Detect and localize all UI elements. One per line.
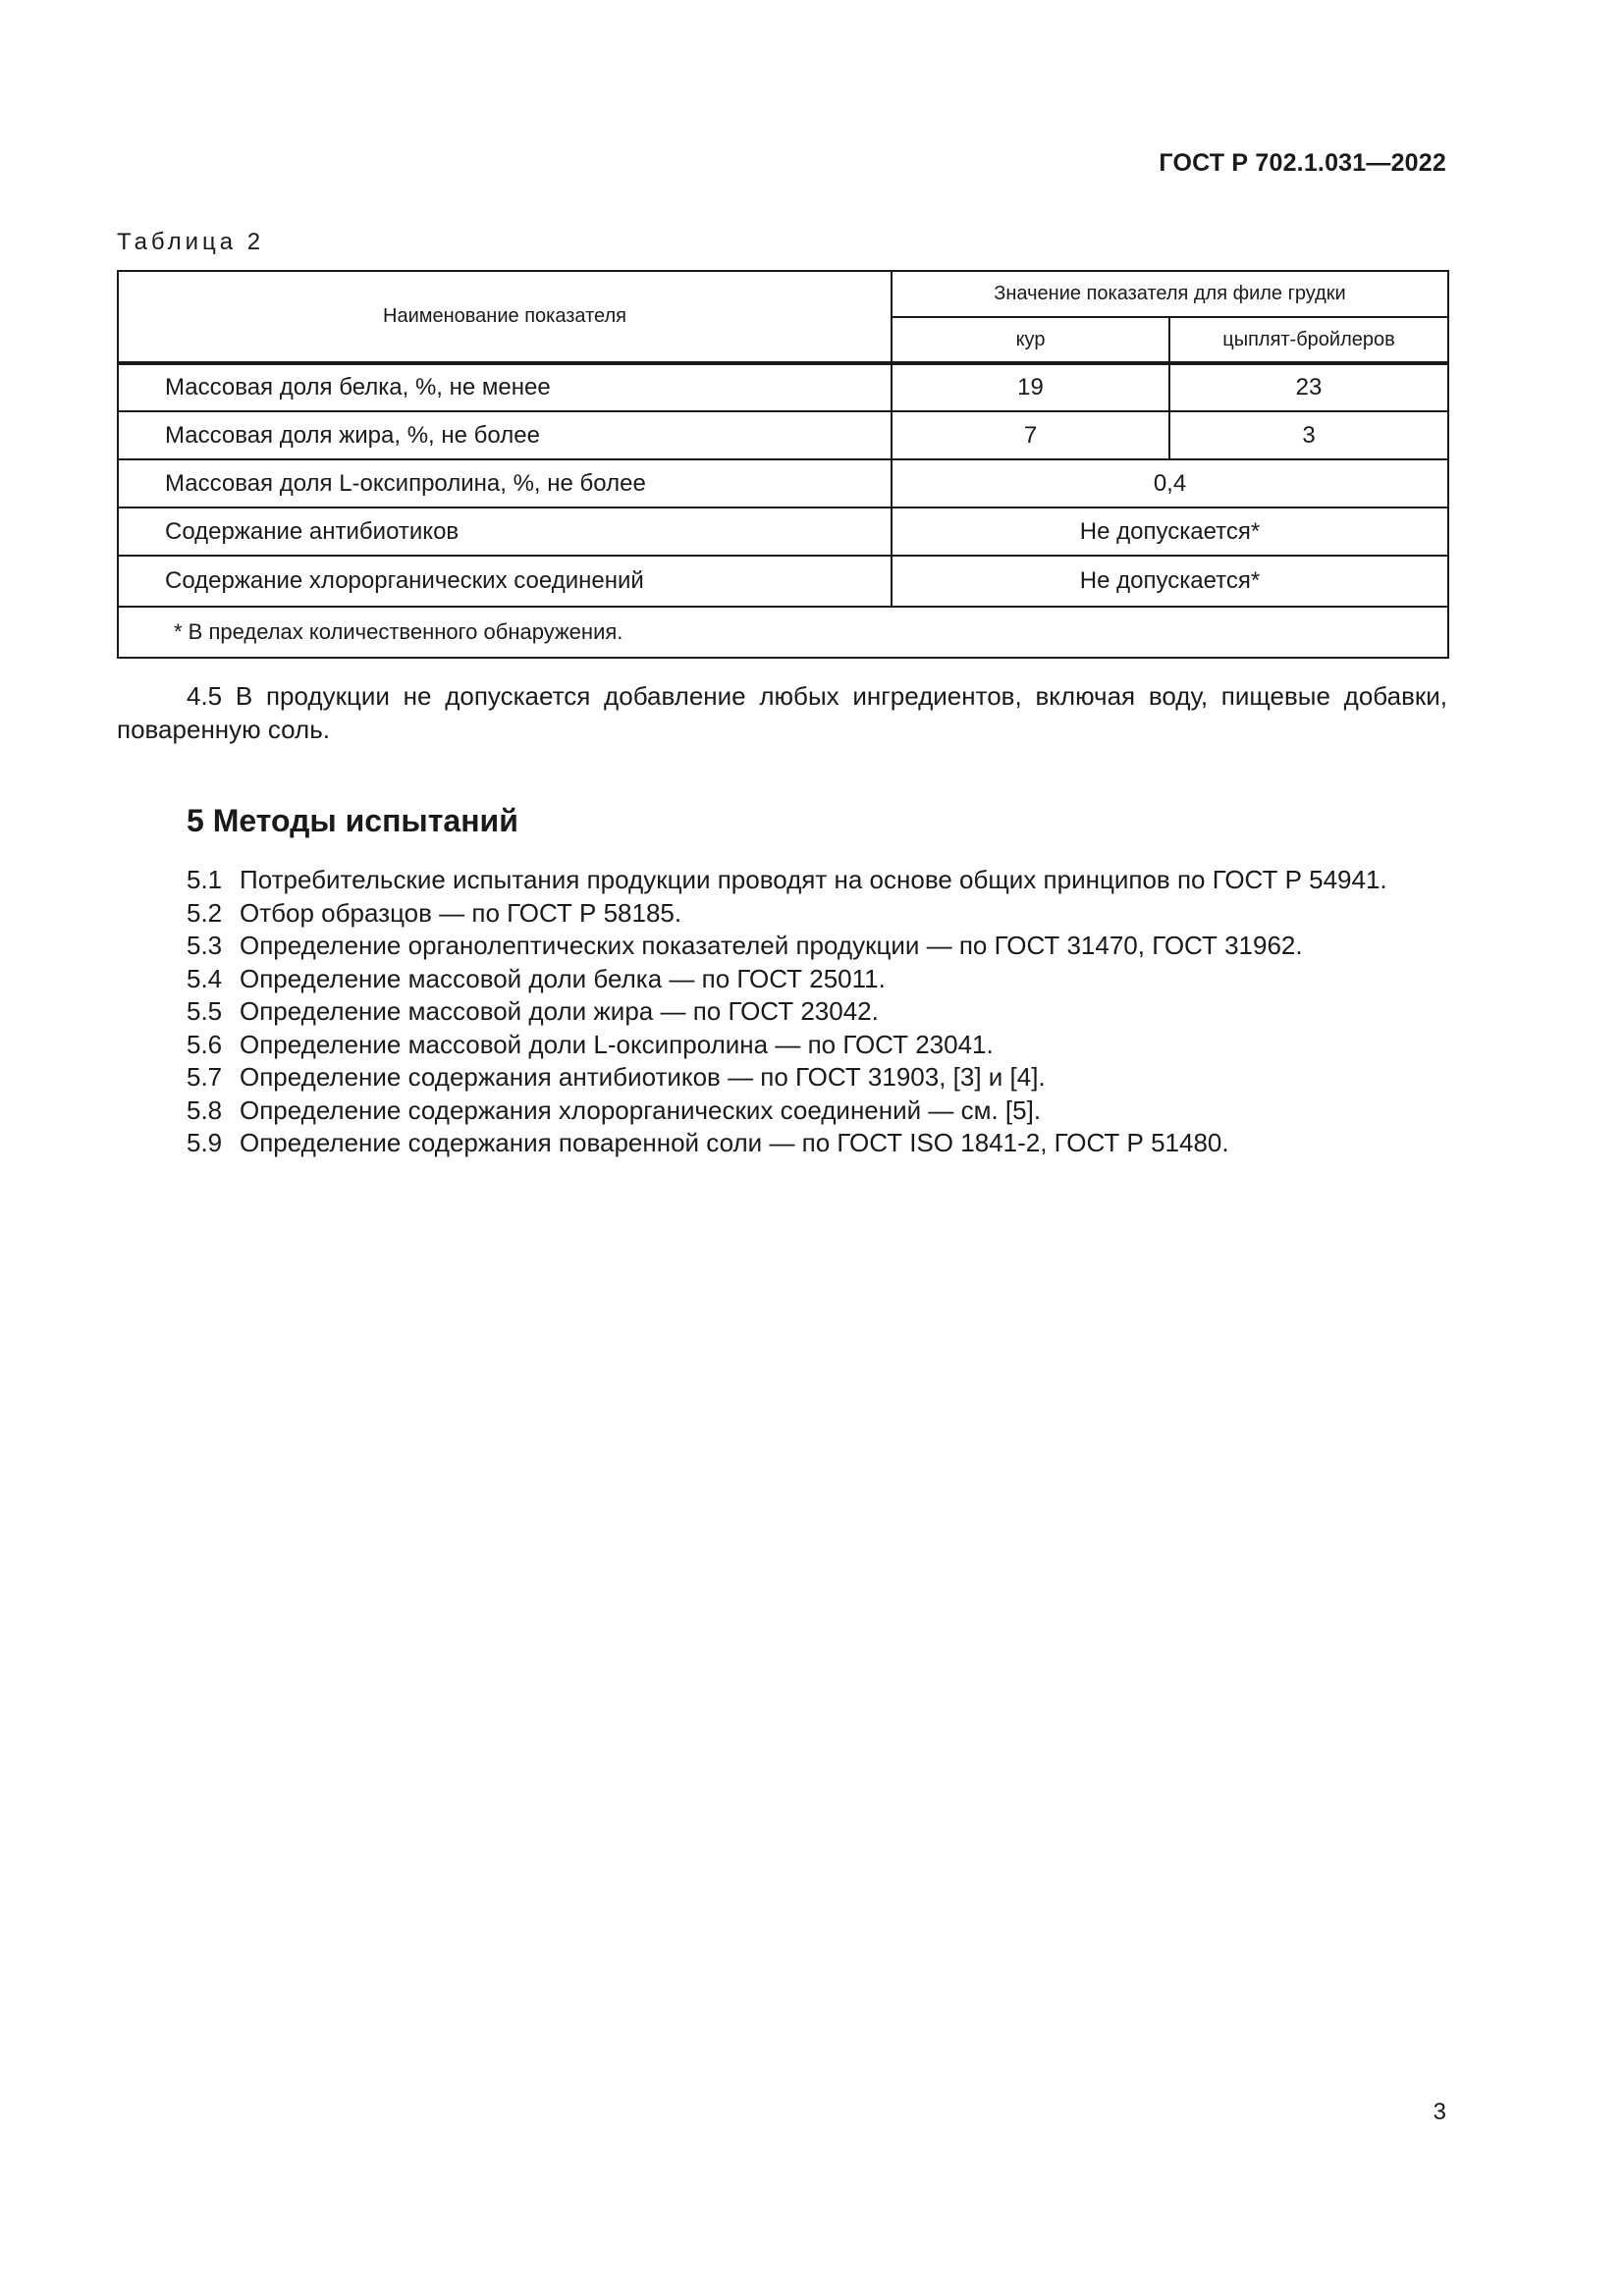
list-item: [187, 864, 1463, 897]
row-name: Содержание антибиотиков: [118, 507, 892, 556]
list-item: [187, 963, 1463, 996]
item-text: Определение содержания антибиотиков — по ГОСТ 31903, [3] и [4].: [240, 1062, 1046, 1092]
document-code: ГОСТ Р 702.1.031—2022: [1159, 149, 1446, 177]
list-item: [187, 995, 1463, 1029]
column-header-name: Наименование показателя: [118, 271, 892, 363]
row-value-merged: 0,4: [892, 459, 1448, 507]
row-value-chicken: 19: [892, 363, 1169, 411]
table-row: [118, 363, 1448, 411]
item-text: Определение массовой доли L-оксипролина — по ГОСТ 23041.: [240, 1029, 994, 1059]
item-number: 5.9: [187, 1128, 223, 1157]
row-name: Массовая доля L-оксипролина, %, не более: [118, 459, 892, 507]
table-row: [118, 459, 1448, 507]
item-number: 5.7: [187, 1062, 223, 1092]
column-header-value: Значение показателя для филе грудки: [892, 271, 1448, 317]
table-caption: Таблица 2: [117, 229, 265, 255]
table-footnote: * В пределах количественного обнаружения.: [118, 607, 1448, 658]
row-value-broiler: 3: [1169, 411, 1448, 459]
table-row: [118, 556, 1448, 607]
item-number: 5.5: [187, 996, 223, 1026]
item-number: 5.1: [187, 865, 223, 894]
row-value-merged: Не допускается*: [892, 556, 1448, 607]
row-value-merged: Не допускается*: [892, 507, 1448, 556]
section-title: 5 Методы испытаний: [187, 803, 518, 838]
row-name: Содержание хлорорганических соединений: [118, 556, 892, 607]
item-text: Определение массовой доли белка — по ГОСТ 25011.: [240, 963, 886, 993]
paragraph-4-5: 4.5 В продукции не допускается добавление любых ингредиентов, включая воду, пищевые добавки, поваренную соль.: [117, 681, 1447, 744]
item-text: Определение содержания хлорорганических соединений — см. [5].: [240, 1095, 1042, 1125]
list-item: [187, 1095, 1463, 1128]
subheader-chicken: кур: [892, 317, 1169, 363]
item-text: Определение содержания поваренной соли — по ГОСТ ISO 1841-2, ГОСТ Р 51480.: [240, 1128, 1229, 1157]
item-number: 5.6: [187, 1029, 223, 1059]
row-name: Массовая доля белка, %, не менее: [118, 363, 892, 411]
item-number: 5.4: [187, 963, 223, 993]
table-row: [118, 411, 1448, 459]
row-value-chicken: 7: [892, 411, 1169, 459]
item-number: 5.8: [187, 1095, 223, 1125]
item-text: Потребительские испытания продукции проводят на основе общих принципов по ГОСТ Р 54941.: [240, 865, 1387, 894]
list-item: [187, 1127, 1463, 1160]
item-text: Определение органолептических показателей продукции — по ГОСТ 31470, ГОСТ 31962.: [240, 931, 1303, 960]
list-item: [187, 930, 1463, 963]
list-item: [187, 1029, 1463, 1062]
page-number: 3: [1433, 2099, 1446, 2125]
list-item: [187, 897, 1463, 931]
subheader-broiler: цыплят-бройлеров: [1169, 317, 1448, 363]
item-text: Отбор образцов — по ГОСТ Р 58185.: [240, 897, 682, 928]
item-number: 5.3: [187, 931, 223, 960]
item-number: 5.2: [187, 897, 223, 928]
methods-list: [187, 864, 1463, 1160]
item-text: Определение массовой доли жира — по ГОСТ 23042.: [240, 996, 879, 1026]
list-item: [187, 1061, 1463, 1095]
row-value-broiler: 23: [1169, 363, 1448, 411]
indicators-table: [117, 270, 1449, 659]
row-name: Массовая доля жира, %, не более: [118, 411, 892, 459]
table-row: [118, 507, 1448, 556]
